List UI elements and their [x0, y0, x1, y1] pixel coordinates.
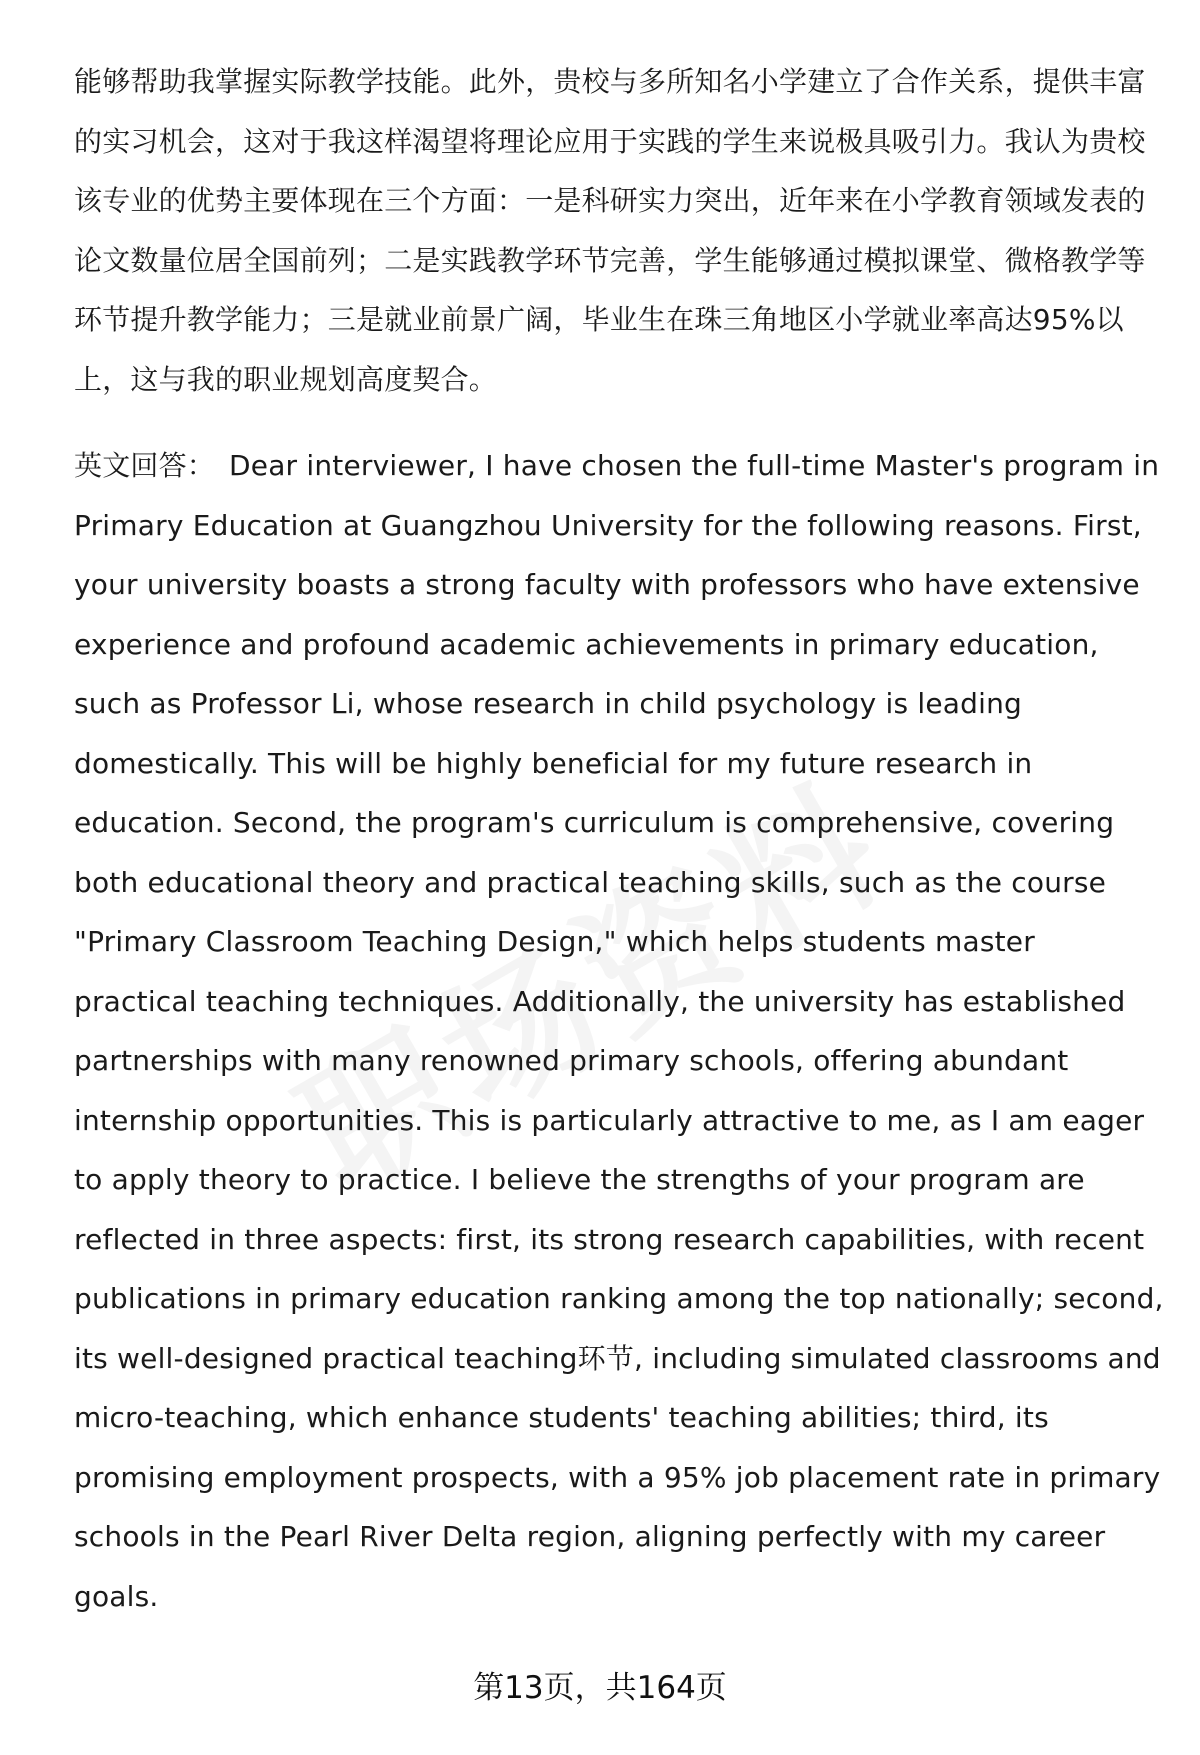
chinese-answer-paragraph: 能够帮助我掌握实际教学技能。此外，贵校与多所知名小学建立了合作关系，提供丰富的实习机会，这对于我这样渴望将理论应用于实践的学生来说极具吸引力。我认为贵校该专业的优势主要体现在三个方面：一是科研实力突出，近年来在小学教育领域发表的论文数量位居全国前列；二是实践教学环节完善，学生能够通过模拟课堂、微格教学等环节提升教学能力；三是就业前景广阔，毕业生在珠三角地区小学就业率高达95%以上，这与我的职业规划高度契合。	[74, 65, 1146, 396]
english-answer-label: 英文回答：	[74, 449, 216, 482]
english-answer-paragraph	[74, 436, 1164, 1626]
english-answer-text: Dear interviewer, I have chosen the full-time Master's program in Primary Education at Guangzhou University for the following reasons. First, your university boasts a strong faculty with professors who have extensive experience and profound academic achievements in primary education, such as Professor Li, whose research in child psychology is leading domestically. This will be highly beneficial for my future research in education. Second, the program's curriculum is comprehensive, covering both educational theory and practical teaching skills, such as the course "Primary Classroom Teaching Design," which helps students master practical teaching techniques. Additionally, the university has established partnerships with many renowned primary schools, offering abundant internship opportunities. This is particularly attractive to me, as I am eager to apply theory to practice. I believe the strengths of your program are reflected in three aspects: first, its strong research capabilities, with recent publications in primary education ranking among the top nationally; second, its well-designed practical teaching环节, including simulated classrooms and micro-teaching, which enhance students' teaching abilities; third, its promising employment prospects, with a 95% job placement rate in primary schools in the Pearl River Delta region, aligning perfectly with my career goals.	[74, 449, 1164, 1613]
page-number: 第13页，共164页	[473, 1670, 727, 1706]
